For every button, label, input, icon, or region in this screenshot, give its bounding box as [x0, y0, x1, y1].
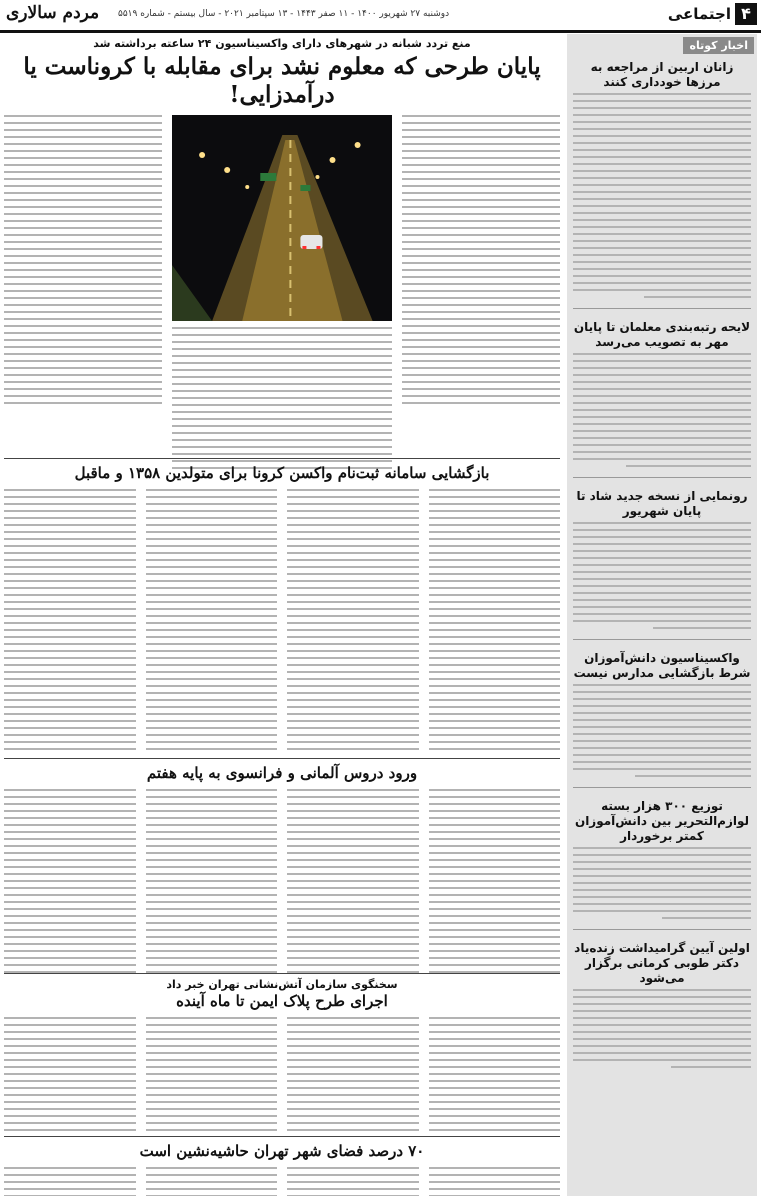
text-column [287, 789, 419, 978]
divider [573, 787, 751, 788]
vaccine-headline: بازگشایی سامانه ثبت‌نام واکسن کرونا برای متولدین ۱۳۵۸ و ماقبل [74, 464, 490, 482]
page-number: ۴ [735, 3, 757, 25]
suburbs-headline: ۷۰ درصد فضای شهر تهران حاشیه‌نشین است [139, 1142, 425, 1160]
sidebar-tab: اخبار کوتاه [683, 37, 754, 54]
suburbs-story [4, 1132, 560, 1196]
lead-story [4, 34, 560, 474]
lead-headline: پایان طرحی که معلوم نشد برای مقابله با کروناست یا درآمدزایی! [23, 53, 541, 108]
body-text [573, 93, 751, 298]
sidebar-story-title: زانان اربین از مراجعه به مرزها خودداری کنند [590, 60, 734, 89]
text-column [4, 1167, 136, 1196]
safe-plate-story [4, 969, 560, 1136]
text-column [4, 489, 136, 755]
text-column [146, 1167, 278, 1196]
text-column [287, 489, 419, 755]
plates-kicker: سخنگوی سازمان آتش‌نشانی تهران خبر داد [166, 978, 398, 991]
divider [573, 929, 751, 930]
body-text [573, 684, 751, 777]
masthead [0, 0, 761, 33]
text-column [429, 1017, 561, 1136]
text-column [146, 789, 278, 978]
text-column [4, 1017, 136, 1136]
body-text [573, 353, 751, 467]
vaccine-story [4, 454, 560, 755]
divider [4, 758, 560, 759]
sidebar-story-title: اولین آیین گرامیداشت زنده‌یاد دکتر طوبی کرمانی برگزار می‌شود [574, 941, 750, 985]
text-column [287, 1167, 419, 1196]
text-column [402, 115, 560, 474]
sidebar-story [567, 793, 757, 924]
sidebar-story [567, 54, 757, 303]
text-column [429, 789, 561, 978]
languages-story [4, 754, 560, 978]
lead-kicker: منع تردد شبانه در شهرهای دارای واکسیناسیون ۲۴ ساعته برداشته شد [93, 37, 471, 50]
divider [4, 973, 560, 974]
highway-photo-column [172, 115, 393, 474]
sidebar-story [567, 935, 757, 1073]
body-text [573, 522, 751, 629]
divider [573, 308, 751, 309]
date-line: دوشنبه ۲۷ شهریور ۱۴۰۰ - ۱۱ صفر ۱۴۴۳ - ۱۳ سپتامبر ۲۰۲۱ - سال بیستم - شماره ۵۵۱۹ [118, 9, 450, 19]
sidebar-story [567, 483, 757, 634]
sidebar-story-title: لایحه رتبه‌بندی معلمان تا پایان مهر به تصویب می‌رسد [573, 320, 751, 349]
body-text [573, 989, 751, 1068]
divider [4, 1136, 560, 1137]
text-column [429, 489, 561, 755]
divider [4, 458, 560, 459]
plates-headline: اجرای طرح پلاک ایمن تا ماه آینده [176, 992, 388, 1010]
sidebar-story-title: توزیع ۳۰۰ هزار بسته لوازم‌التحریر بین دانش‌آموزان کمتر برخوردار [574, 799, 750, 843]
body-text [573, 847, 751, 919]
highway-night-photo [172, 115, 393, 321]
text-column [4, 115, 162, 474]
text-column [4, 789, 136, 978]
divider [573, 639, 751, 640]
divider [573, 477, 751, 478]
languages-headline: ورود دروس آلمانی و فرانسوی به پایه هفتم [146, 764, 418, 782]
sidebar-story [567, 314, 757, 472]
section-title: اجتماعی [667, 5, 731, 23]
text-column [429, 1167, 561, 1196]
paper-logo: مردم سالاری [6, 3, 100, 23]
sidebar-story-title: رونمایی از نسخه جدید شاد تا پایان شهریور [576, 489, 748, 518]
text-column [287, 1017, 419, 1136]
short-news-sidebar [567, 34, 757, 1196]
sidebar-story-title: واکسیناسیون دانش‌آموزان شرط بازگشایی مدارس نیست [573, 651, 751, 680]
main-content [4, 34, 560, 1196]
text-column [146, 1017, 278, 1136]
sidebar-story [567, 645, 757, 782]
text-column [146, 489, 278, 755]
highway-night-photo-art [172, 115, 393, 321]
